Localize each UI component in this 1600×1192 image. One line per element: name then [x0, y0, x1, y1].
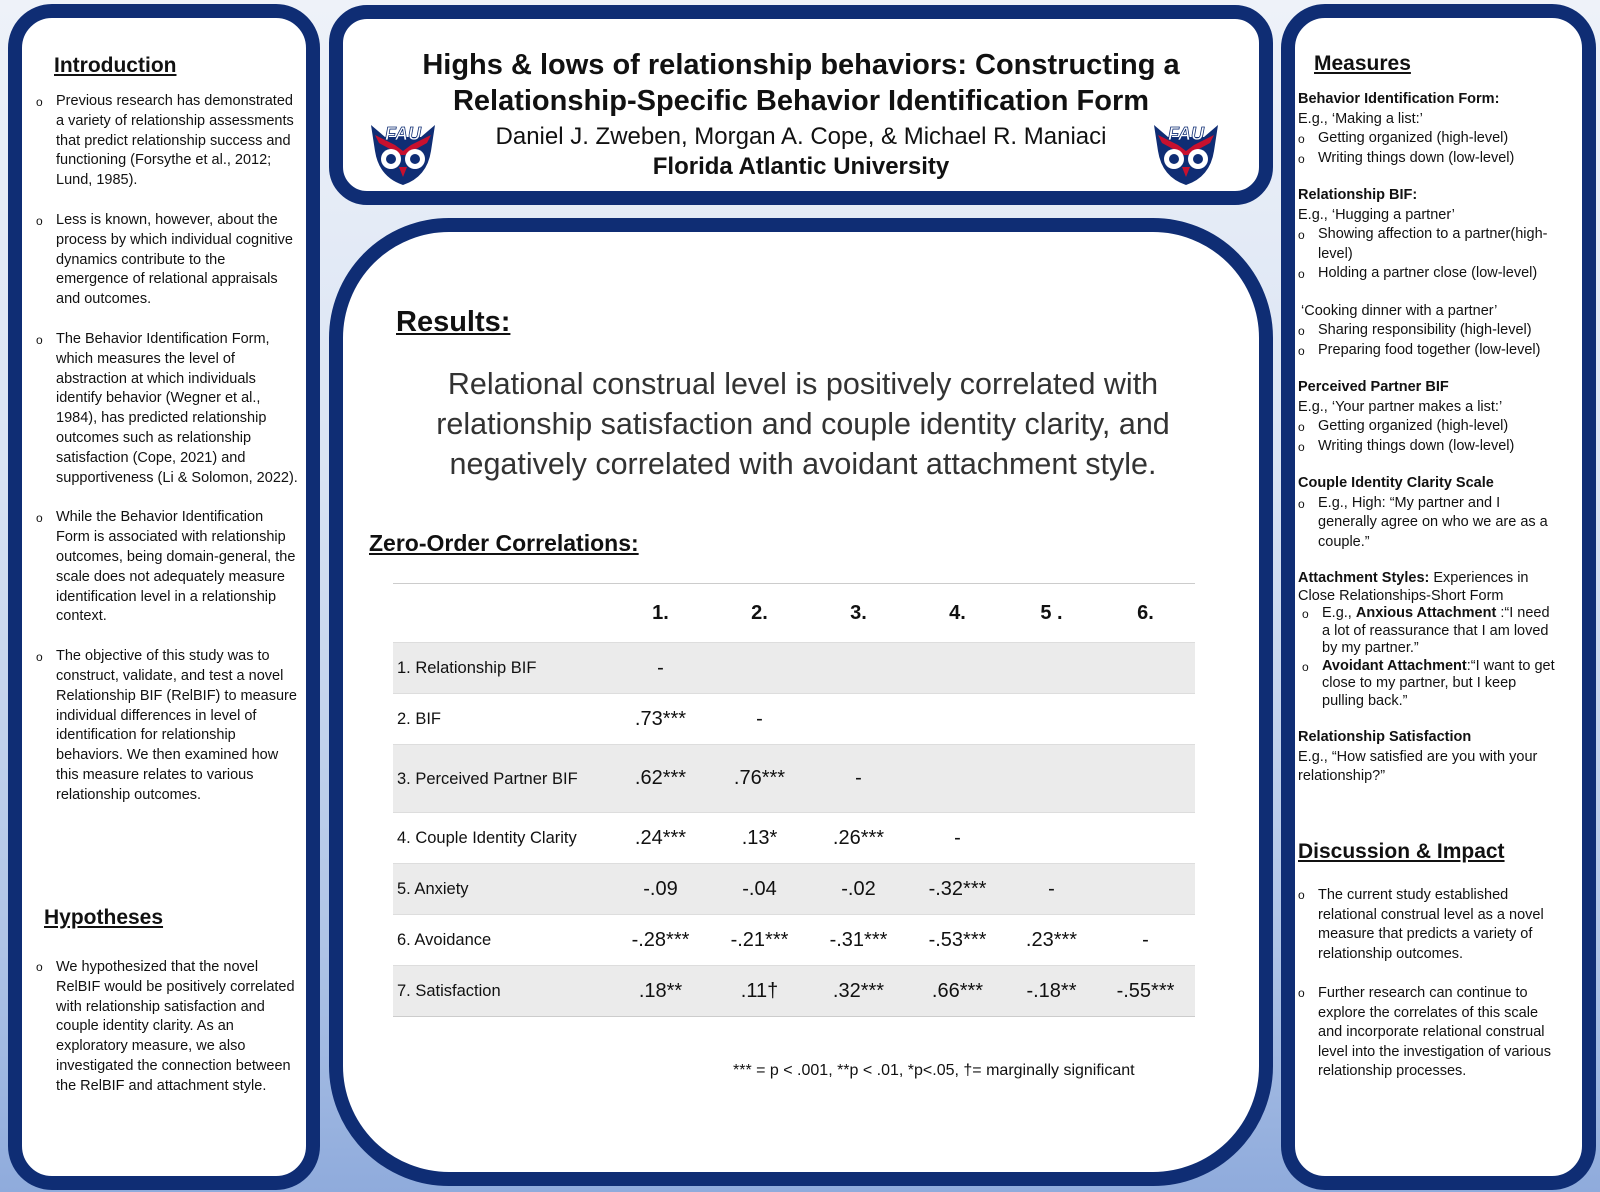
- bif-measure: [1298, 90, 1556, 168]
- table-cell: -: [809, 745, 908, 813]
- column-header: 2.: [710, 584, 809, 643]
- table-cell: [1096, 813, 1195, 864]
- table-cell: [1096, 643, 1195, 694]
- list-item: o Getting organized (high-level): [1298, 129, 1556, 149]
- introduction-title: Introduction: [54, 54, 177, 77]
- table-cell: -.21***: [710, 915, 809, 966]
- table-row: [393, 745, 1195, 813]
- table-row: [393, 966, 1195, 1017]
- hypotheses-title: Hypotheses: [44, 906, 164, 929]
- measure-example: E.g., ‘Hugging a partner’: [1298, 206, 1455, 223]
- column-header: 1.: [611, 584, 710, 643]
- logo-text: FAU: [1168, 124, 1204, 144]
- logo-text: FAU: [385, 124, 421, 144]
- table-cell: .23***: [1007, 915, 1096, 966]
- table-cell: -.09: [611, 864, 710, 915]
- list-item: o Less is known, however, about the process by which individual cognitive dynamics contribute to the emergence of relational appraisals and outcomes.: [36, 211, 300, 310]
- measure-heading: Attachment Styles:: [1298, 570, 1430, 586]
- table-cell: [1007, 643, 1096, 694]
- cic-measure: [1298, 474, 1556, 552]
- list-item: o E.g., High: “My partner and I generally agree on who we are as a couple.”: [1298, 494, 1556, 553]
- row-label: 6. Avoidance: [393, 915, 611, 966]
- table-cell: -: [611, 643, 710, 694]
- row-label: 4. Couple Identity Clarity: [393, 813, 611, 864]
- list-item: o E.g., Anxious Attachment :“I need a lot of reassurance that I am loved by my partner.”: [1302, 605, 1556, 658]
- relbif-measure: [1298, 186, 1556, 360]
- discussion-title: Discussion & Impact: [1298, 840, 1505, 863]
- table-cell: .76***: [710, 745, 809, 813]
- table-header-row: [393, 584, 1195, 643]
- table-cell: [809, 694, 908, 745]
- list-item: o While the Behavior Identification Form is associated with relationship outcomes, being domain-general, the scale does not adequately measure identification level in a relationship context.: [36, 508, 300, 627]
- table-cell: -.18**: [1007, 966, 1096, 1017]
- results-panel: [329, 218, 1273, 1186]
- measure-heading: Couple Identity Clarity Scale: [1298, 475, 1494, 491]
- table-cell: -: [1007, 864, 1096, 915]
- measure-heading: Relationship Satisfaction: [1298, 729, 1472, 745]
- table-cell: -.04: [710, 864, 809, 915]
- measures-title: Measures: [1314, 52, 1411, 75]
- table-cell: -: [710, 694, 809, 745]
- table-cell: [1007, 745, 1096, 813]
- table-cell: .73***: [611, 694, 710, 745]
- satisfaction-measure: [1298, 728, 1556, 787]
- list-item: o Preparing food together (low-level): [1298, 341, 1556, 361]
- table-cell: .18**: [611, 966, 710, 1017]
- measure-description: Experiences in Close Relationships-Short Form: [1298, 570, 1529, 604]
- table-cell: .13*: [710, 813, 809, 864]
- measure-heading: Relationship BIF:: [1298, 187, 1418, 203]
- left-panel: [8, 4, 320, 1190]
- list-item: o Further research can continue to explore the correlates of this scale and incorporate relational construal level into the investigation of various relationship processes.: [1298, 984, 1556, 1082]
- university: Florida Atlantic University: [652, 153, 950, 180]
- table-cell: -.32***: [908, 864, 1007, 915]
- table-cell: .66***: [908, 966, 1007, 1017]
- table-cell: [908, 694, 1007, 745]
- table-row: [393, 643, 1195, 694]
- measure-example: E.g., ‘Making a list:’: [1298, 110, 1423, 127]
- table-cell: -.53***: [908, 915, 1007, 966]
- measure-heading: Behavior Identification Form:: [1298, 91, 1500, 107]
- row-label: 2. BIF: [393, 694, 611, 745]
- table-row: [393, 813, 1195, 864]
- title-panel: [329, 5, 1273, 205]
- list-item: o Writing things down (low-level): [1298, 149, 1556, 169]
- row-label: 7. Satisfaction: [393, 966, 611, 1017]
- table-cell: -: [908, 813, 1007, 864]
- table-row: [393, 915, 1195, 966]
- table-cell: [710, 643, 809, 694]
- table-row: [393, 864, 1195, 915]
- table-row: [393, 694, 1195, 745]
- poster-title-line1: Highs & lows of relationship behaviors: Constructing a: [422, 49, 1180, 81]
- list-item: o Previous research has demonstrated a variety of relationship assessments that predict relationship success and functioning (Forsythe et al., 2012; Lund, 1985).: [36, 92, 300, 191]
- table-cell: [1096, 864, 1195, 915]
- list-item: o We hypothesized that the novel RelBIF would be positively correlated with relationship satisfaction and couple identity clarity. As an exploratory measure, we also investigated the connection between the RelBIF and attachment style.: [36, 958, 298, 1097]
- table-cell: [809, 643, 908, 694]
- results-title: Results:: [396, 306, 511, 338]
- table-cell: .62***: [611, 745, 710, 813]
- measure-example: ‘Cooking dinner with a partner’: [1301, 302, 1498, 319]
- column-header: 3.: [809, 584, 908, 643]
- column-header: [393, 584, 611, 643]
- column-header: 6.: [1096, 584, 1195, 643]
- list-item: o The objective of this study was to construct, validate, and test a novel Relationship BIF (RelBIF) to measure individual differences in level of identification for relationship behaviors. We then examined how this measure relates to various relationship outcomes.: [36, 647, 300, 805]
- table-cell: [1096, 694, 1195, 745]
- measures-content: [1298, 90, 1556, 805]
- row-label: 5. Anxiety: [393, 864, 611, 915]
- introduction-list: [36, 92, 300, 826]
- list-item: o Getting organized (high-level): [1298, 417, 1556, 437]
- poster-title-line2: Relationship-Specific Behavior Identification Form: [452, 85, 1150, 117]
- table-cell: -.55***: [1096, 966, 1195, 1017]
- table-cell: -.28***: [611, 915, 710, 966]
- measure-heading: Perceived Partner BIF: [1298, 379, 1449, 395]
- table-cell: .24***: [611, 813, 710, 864]
- discussion-list: [1298, 886, 1556, 1102]
- list-item: o The current study established relational construal level as a novel measure that predicts a variety of relationship outcomes.: [1298, 886, 1556, 964]
- results-summary: Relational construal level is positively correlated with relationship satisfaction and couple identity clarity, and negatively correlated with avoidant attachment style.: [436, 367, 1170, 481]
- column-header: 5 .: [1007, 584, 1096, 643]
- attachment-measure: [1298, 570, 1556, 710]
- row-label: 3. Perceived Partner BIF: [393, 745, 611, 813]
- hypotheses-list: [36, 958, 298, 1097]
- list-item: o The Behavior Identification Form, which measures the level of abstraction at which individuals identify behavior (Wegner et al., 1984), has predicted relationship outcomes such as relationship satisfaction (Cope, 2021) and supportiveness (Li & Solomon, 2022).: [36, 330, 300, 488]
- table-cell: [1007, 694, 1096, 745]
- table-cell: .11†: [710, 966, 809, 1017]
- table-cell: .32***: [809, 966, 908, 1017]
- ppbif-measure: [1298, 378, 1556, 456]
- table-cell: [1007, 813, 1096, 864]
- list-item: o Holding a partner close (low-level): [1298, 264, 1556, 284]
- correlations-title: Zero-Order Correlations:: [369, 530, 639, 556]
- authors: Daniel J. Zweben, Morgan A. Cope, & Michael R. Maniaci: [495, 123, 1107, 150]
- row-label: 1. Relationship BIF: [393, 643, 611, 694]
- table-cell: [908, 745, 1007, 813]
- list-item: o Writing things down (low-level): [1298, 437, 1556, 457]
- list-item: o Showing affection to a partner(high-level): [1298, 225, 1556, 264]
- table-cell: -.31***: [809, 915, 908, 966]
- table-cell: .26***: [809, 813, 908, 864]
- list-item: o Avoidant Attachment:“I want to get close to my partner, but I keep pulling back.”: [1302, 658, 1556, 711]
- right-panel: [1281, 4, 1596, 1190]
- correlation-table: [393, 583, 1195, 1017]
- column-header: 4.: [908, 584, 1007, 643]
- significance-note: *** = p < .001, **p < .01, *p<.05, †= marginally significant: [733, 1062, 1135, 1079]
- table-cell: -: [1096, 915, 1195, 966]
- table-cell: [1096, 745, 1195, 813]
- table-cell: [908, 643, 1007, 694]
- poster-title: [393, 47, 1209, 119]
- measure-example: E.g., ‘Your partner makes a list:’: [1298, 398, 1503, 415]
- measure-example: E.g., “How satisfied are you with your relationship?”: [1298, 748, 1538, 784]
- list-item: o Sharing responsibility (high-level): [1298, 321, 1556, 341]
- table-cell: -.02: [809, 864, 908, 915]
